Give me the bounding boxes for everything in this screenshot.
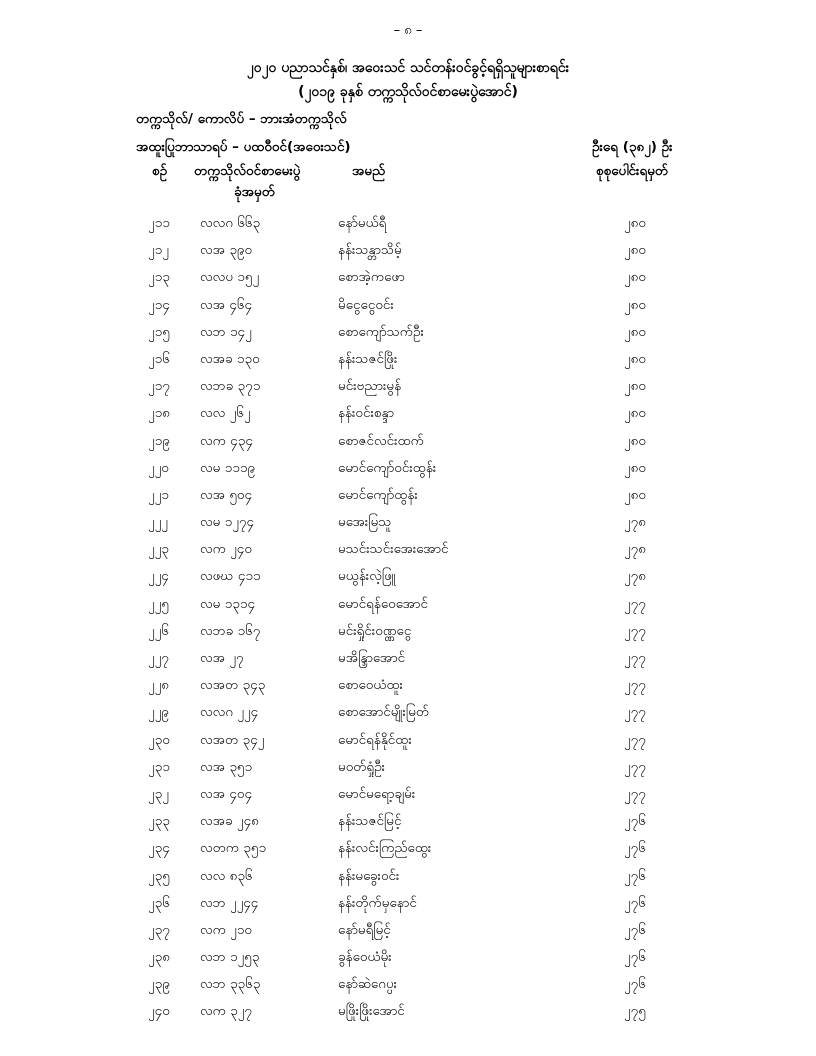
total-mark: ၂၈၀ [624, 459, 646, 476]
student-name: မအေးမြသူ [338, 514, 392, 531]
subject-line: အထူးပြုဘာသာရပ် – ပထဝီဝင်(အဝေးသင်) [136, 139, 351, 155]
total-mark: ၂၇၆ [624, 894, 646, 911]
student-name: နန်းတိုက်မှနောင် [338, 894, 417, 911]
total-mark: ၂၇၆ [624, 921, 646, 938]
row-number: ၂၁၈ [148, 405, 170, 422]
total-mark: ၂၇၆ [624, 867, 646, 884]
roll-number: လအ ၅၀၄ [200, 486, 253, 503]
document-title: ၂၀၂၀ ပညာသင်နှစ်၊ အဝေးသင် သင်တန်းဝင်ခွင့်ရရှိသူများစာရင်း [246, 60, 570, 76]
student-name: မောင်ကျော်ဝင်းထွန်း [338, 459, 437, 476]
row-number: ၂၁၁ [148, 215, 170, 231]
total-mark: ၂၇၆ [624, 976, 646, 993]
total-mark: ၂၇၆ [624, 813, 646, 830]
row-number: ၂၁၄ [148, 296, 170, 313]
row-number: ၂၁၉ [148, 432, 170, 449]
header-roll-number-line2: ခုံအမှတ် [234, 184, 275, 200]
table-row [0, 839, 816, 866]
total-mark: ၂၇၇ [624, 758, 646, 775]
student-name: မဖြိုးဖြိုးအောင် [338, 1003, 405, 1020]
table-row [0, 676, 816, 703]
roll-number: လလ ၂၆၂ [200, 405, 251, 422]
table-row [0, 214, 816, 241]
student-name: မောင်ရန်ဝေအောင် [338, 595, 428, 612]
roll-number: လတက ၃၅၁ [200, 840, 267, 857]
student-name: နန်းမခွေးဝင်း [338, 867, 400, 884]
roll-number: လလဂ ၆၆၃ [200, 215, 261, 231]
total-mark: ၂၈၀ [624, 269, 646, 286]
table-row [0, 649, 816, 676]
table-row [0, 595, 816, 622]
header-roll-number: တက္ကသိုလ်ဝင်စာမေးပွဲ [194, 163, 301, 179]
total-mark: ၂၈၀ [624, 323, 646, 340]
document-subtitle: (၂၀၁၉ ခုနှစ် တက္ကသိုလ်ဝင်စာမေးပွဲအောင်) [298, 84, 518, 100]
total-mark: ၂၇၈ [624, 514, 646, 531]
student-name: နန်းသဇင်မြင့် [338, 813, 402, 830]
table-row [0, 350, 816, 377]
table-row [0, 567, 816, 594]
row-number: ၂၁၂ [148, 242, 169, 259]
student-name: ခွန်ဝေယံမိုး [338, 949, 392, 966]
roll-number: လဘခ ၁၆၇ [200, 622, 261, 639]
roll-number: လအခ ၂၄၈ [200, 813, 259, 830]
student-name: စောဝေယံထူး [338, 677, 403, 694]
roll-number: လလ ၈၃၆ [200, 867, 253, 884]
student-name: မင်းဗညားမွန် [338, 378, 402, 395]
roll-number: လအ ၄၀၄ [200, 785, 253, 802]
row-number: ၂၃၁ [148, 758, 170, 775]
row-number: ၂၁၇ [148, 378, 170, 395]
table-row [0, 486, 816, 513]
row-number: ၂၂၀ [148, 459, 169, 476]
table-row [0, 268, 816, 295]
roll-number: လဘ ၂၂၄၄ [200, 894, 259, 911]
roll-number: လအ ၃၉၀ [200, 242, 253, 259]
total-mark: ၂၇၇ [624, 650, 646, 666]
total-mark: ၂၈၀ [624, 296, 646, 313]
roll-number: လအ ၂၇ [200, 650, 244, 666]
table-row [0, 323, 816, 350]
roll-number: လဘ ၁၄၂ [200, 323, 252, 340]
roll-number: လက ၃၂၇ [200, 1003, 252, 1020]
student-name: မင်းရှိုင်းဝဏ္ဏငွေ [338, 622, 412, 639]
student-name: မိငွေငွေဝင်း [338, 296, 394, 313]
total-mark: ၂၈၀ [624, 350, 646, 367]
student-name: မောင်မရော့ချမ်း [338, 785, 416, 802]
table-row [0, 622, 816, 649]
table-row [0, 377, 816, 404]
roll-number: လက ၂၄၀ [200, 541, 252, 558]
student-name: နန်းသဇင်ဖြိုး [338, 350, 398, 367]
student-name: မယွန်းလဲ့ဖြူ [338, 568, 396, 585]
row-number: ၂၂၈ [148, 677, 169, 694]
roll-number: လဘ ၃၃၆၃ [200, 976, 261, 993]
table-row [0, 404, 816, 431]
page-number: – ၈ – [393, 23, 423, 38]
table-row [0, 513, 816, 540]
roll-number: လဘခ ၃၇၁ [200, 378, 261, 395]
table-row [0, 241, 816, 268]
table-row [0, 785, 816, 812]
row-number: ၂၂၂ [148, 514, 168, 531]
total-mark: ၂၈၀ [624, 378, 646, 395]
total-mark: ၂၈၀ [624, 215, 646, 231]
row-number: ၂၁၃ [148, 269, 170, 286]
total-mark: ၂၇၇ [624, 731, 646, 748]
row-number: ၂၃၀ [148, 731, 170, 748]
table-row [0, 459, 816, 486]
row-number: ၂၂၇ [148, 650, 169, 666]
total-mark: ၂၈၀ [624, 432, 646, 449]
total-mark: ၂၈၀ [624, 486, 646, 503]
total-mark: ၂၇၇ [624, 622, 646, 639]
roll-number: လအ ၃၅၁ [200, 758, 253, 775]
header-no: စဉ် [152, 163, 168, 179]
row-number: ၂၃၄ [148, 840, 170, 857]
student-name: နန်းသန္တာသိမ့် [338, 242, 402, 259]
university-line: တက္ကသိုလ်/ ကောလိပ် – ဘားအံတက္ကသိုလ် [136, 111, 347, 127]
student-name: မောင်ရန်နိုင်ထူး [338, 731, 412, 748]
student-name: စောကျော်သက်ဦး [338, 323, 424, 340]
total-mark: ၂၇၇ [624, 704, 646, 721]
total-mark: ၂၈၀ [624, 242, 646, 259]
row-number: ၂၃၃ [148, 813, 170, 830]
table-row [0, 975, 816, 1002]
row-number: ၂၂၆ [148, 622, 169, 639]
header-total-mark: စုစုပေါင်းရမှတ် [596, 163, 669, 179]
roll-number: လမ ၁၂၇၄ [200, 514, 255, 531]
roll-number: လမ ၁၃၁၄ [200, 595, 256, 612]
header-name: အမည် [352, 163, 386, 179]
total-mark: ၂၇၅ [624, 1003, 646, 1020]
quota-line: ဦးရေ (၃၈၂) ဦး [592, 139, 673, 155]
table-row [0, 758, 816, 785]
total-mark: ၂၇၈ [624, 568, 646, 585]
student-name: စောအဲ့ကဖော [338, 269, 405, 286]
table-row [0, 540, 816, 567]
results-table [0, 214, 816, 1030]
roll-number: လအတ ၃၄၃ [200, 677, 266, 694]
row-number: ၂၃၆ [148, 894, 170, 911]
row-number: ၂၁၆ [148, 350, 170, 367]
row-number: ၂၂၉ [148, 704, 169, 721]
student-name: နန်းလင်းကြည်ထွေး [338, 840, 432, 857]
roll-number: လမ ၁၁၁၉ [200, 459, 256, 476]
roll-number: လက ၄၃၄ [200, 432, 253, 449]
table-row [0, 1002, 816, 1029]
student-name: မောင်ကျော်ထွန်း [338, 486, 418, 503]
roll-number: လအ ၄၆၄ [200, 296, 253, 313]
table-row [0, 921, 816, 948]
row-number: ၂၄၀ [148, 1003, 170, 1020]
roll-number: လဖဃ ၄၁၁ [200, 568, 261, 585]
row-number: ၂၂၅ [148, 595, 169, 612]
student-name: မသင်းသင်းအေးအောင် [338, 541, 449, 558]
total-mark: ၂၇၈ [624, 541, 646, 558]
student-name: နန်းဝင်းစန္ဒာ [338, 405, 395, 422]
total-mark: ၂၇၆ [624, 949, 646, 966]
row-number: ၂၃၉ [148, 976, 170, 993]
roll-number: လအခ ၁၃၀ [200, 350, 260, 367]
student-name: နော်မရီမြင့် [338, 921, 391, 938]
row-number: ၂၂၃ [148, 541, 169, 558]
table-row [0, 703, 816, 730]
row-number: ၂၁၅ [148, 323, 170, 340]
student-name: နော်မယ်ရီ [338, 215, 387, 231]
row-number: ၂၃၂ [148, 785, 169, 802]
total-mark: ၂၇၇ [624, 785, 646, 802]
total-mark: ၂၇၆ [624, 840, 646, 857]
row-number: ၂၃၇ [148, 921, 170, 938]
table-row [0, 432, 816, 459]
student-name: နော်ဆဲဂေပ္ပး [338, 976, 398, 993]
total-mark: ၂၈၀ [624, 405, 646, 422]
roll-number: လလဂ ၂၂၄ [200, 704, 259, 721]
roll-number: လလပ ၁၅၂ [200, 269, 260, 286]
total-mark: ၂၇၇ [624, 677, 646, 694]
roll-number: လအတ ၃၄၂ [200, 731, 265, 748]
student-name: စောဇင်လင်းထက် [338, 432, 424, 449]
table-row [0, 812, 816, 839]
table-row [0, 867, 816, 894]
table-row [0, 948, 816, 975]
table-row [0, 296, 816, 323]
row-number: ၂၃၅ [148, 867, 170, 884]
table-row [0, 731, 816, 758]
student-name: စောအောင်မျိုးမြတ် [338, 704, 430, 721]
student-name: မဝတ်ရှုံဦး [338, 758, 386, 775]
roll-number: လဘ ၁၂၅၃ [200, 949, 260, 966]
row-number: ၂၂၁ [148, 486, 169, 503]
row-number: ၂၂၄ [148, 568, 169, 585]
student-name: မအိန္ဒြာအောင် [338, 650, 406, 666]
table-row [0, 894, 816, 921]
total-mark: ၂၇၇ [624, 595, 646, 612]
row-number: ၂၃၈ [148, 949, 170, 966]
roll-number: လက ၂၁၀ [200, 921, 252, 938]
